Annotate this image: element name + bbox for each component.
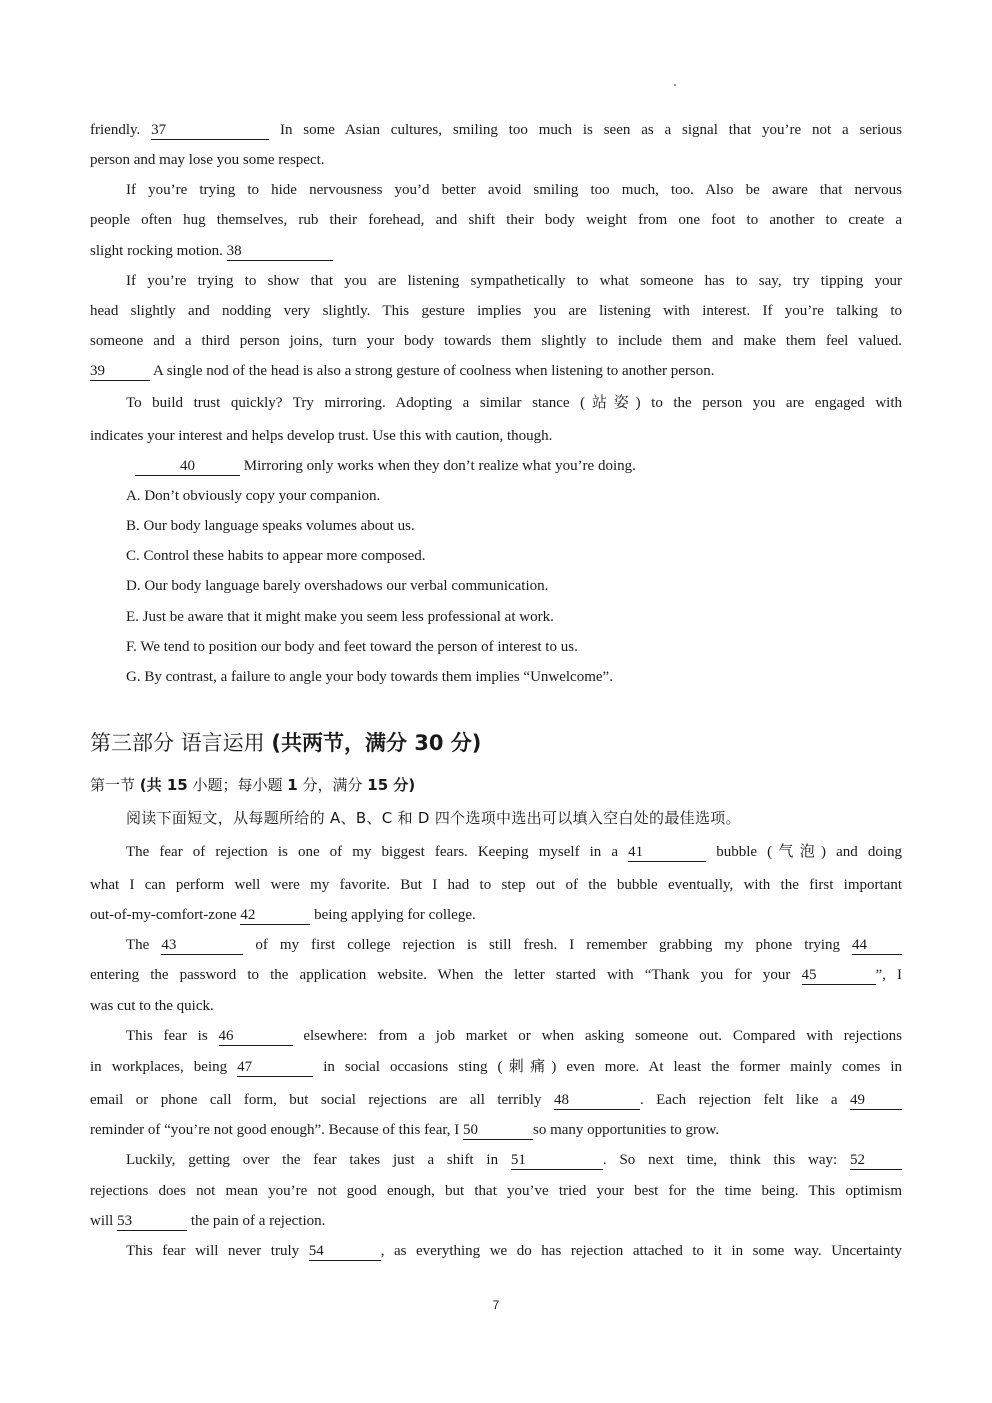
- text-line: 39 A single nod of the head is also a strong gesture of coolness when listening to another person.: [90, 363, 715, 379]
- text-line: someone and a third person joins, turn your body towards them slightly to include them and make them feel valued.: [90, 333, 902, 349]
- answer-blank[interactable]: 41: [628, 844, 706, 862]
- text-line: reminder of “you’re not good enough”. Because of this fear, I 50 so many opportunities to grow.: [90, 1122, 720, 1138]
- answer-blank[interactable]: 40: [135, 458, 240, 476]
- text-line: person and may lose you some respect.: [90, 152, 325, 168]
- text-line: people often hug themselves, rub their forehead, and shift their body weight from one foot to another to create a: [90, 212, 902, 228]
- option-b: B. Our body language speaks volumes about us.: [126, 518, 415, 534]
- text-line: indicates your interest and helps develop trust. Use this with caution, though.: [90, 428, 553, 444]
- option-d: D. Our body language barely overshadows our verbal communication.: [126, 578, 549, 594]
- text-line: head slightly and nodding very slightly. This gesture implies you are listening with interest. If you’re talking to: [90, 303, 902, 319]
- text-line: rejections does not mean you’re not good enough, but that you’ve tried your best for the time being. This optimism: [90, 1183, 902, 1199]
- option-a: A. Don’t obviously copy your companion.: [126, 488, 381, 504]
- text-line: email or phone call form, but social rejections are all terribly 48 . Each rejection felt like a 49: [90, 1085, 902, 1115]
- part-heading: 第三部分 语言运用 (共两节，满分 30 分): [90, 731, 482, 755]
- text-line: This fear is 46 elsewhere: from a job market or when asking someone out. Compared with rejections: [126, 1028, 903, 1044]
- text-line: was cut to the quick.: [90, 998, 214, 1014]
- text-line: The 43 of my first college rejection is still fresh. I remember grabbing my phone trying 44: [126, 930, 902, 960]
- answer-blank[interactable]: 51: [511, 1152, 603, 1170]
- text-line: will 53 the pain of a rejection.: [90, 1213, 326, 1229]
- instruction: 阅读下面短文，从每题所给的 A、B、C 和 D 四个选项中选出可以填入空白处的最佳选项。: [126, 809, 741, 827]
- answer-blank[interactable]: 54: [309, 1243, 381, 1261]
- scan-dot: [674, 84, 676, 86]
- text-line: The fear of rejection is one of my biggest fears. Keeping myself in a 41 bubble (气泡) and doing: [126, 844, 903, 860]
- answer-blank[interactable]: 42: [240, 907, 310, 925]
- text-line: entering the password to the application website. When the letter started with “Thank you for your 45 ”, I: [90, 967, 903, 983]
- option-g: G. By contrast, a failure to angle your body towards them implies “Unwelcome”.: [126, 669, 613, 685]
- text-line: 40 Mirroring only works when they don’t realize what you’re doing.: [135, 451, 636, 481]
- answer-blank[interactable]: 37: [151, 122, 269, 140]
- answer-blank[interactable]: 45: [802, 967, 876, 985]
- text-line: in workplaces, being 47 in social occasions sting (刺痛) even more. At least the former mainly comes in: [90, 1059, 903, 1075]
- text-line: friendly. 37 In some Asian cultures, smiling too much is seen as a signal that you’re not a serious: [90, 122, 903, 138]
- answer-blank[interactable]: 53: [117, 1213, 187, 1231]
- option-e: E. Just be aware that it might make you seem less professional at work.: [126, 609, 554, 625]
- answer-blank[interactable]: 43: [161, 937, 243, 955]
- text-line: This fear will never truly 54 , as everything we do has rejection attached to it in some way. Uncertainty: [126, 1243, 902, 1259]
- text-line: If you’re trying to hide nervousness you’d better avoid smiling too much, too. Also be aware that nervous: [126, 182, 902, 198]
- answer-blank[interactable]: 46: [219, 1028, 293, 1046]
- text-line: Luckily, getting over the fear takes just a shift in 51 . So next time, think this way: 52: [126, 1145, 902, 1175]
- answer-blank[interactable]: 52: [850, 1152, 902, 1170]
- option-f: F. We tend to position our body and feet toward the person of interest to us.: [126, 639, 578, 655]
- answer-blank[interactable]: 39: [90, 363, 150, 381]
- text-line: out-of-my-comfort-zone 42 being applying for college.: [90, 907, 476, 923]
- page-number: 7: [492, 1298, 500, 1312]
- answer-blank[interactable]: 49: [850, 1092, 902, 1110]
- option-c: C. Control these habits to appear more composed.: [126, 548, 426, 564]
- text-line: what I can perform well were my favorite. But I had to step out of the bubble eventually, with the first important: [90, 877, 902, 893]
- answer-blank[interactable]: 47: [237, 1059, 313, 1077]
- section-heading: 第一节 (共 15 小题；每小题 1 分，满分 15 分): [90, 776, 416, 794]
- answer-blank[interactable]: 48: [554, 1092, 640, 1110]
- text-line: slight rocking motion. 38: [90, 236, 902, 266]
- text-line: To build trust quickly? Try mirroring. Adopting a similar stance (站姿) to the person you are engaged with: [126, 395, 902, 411]
- answer-blank[interactable]: 38: [227, 243, 333, 261]
- answer-blank[interactable]: 50: [463, 1122, 533, 1140]
- answer-blank[interactable]: 44: [852, 937, 902, 955]
- text-line: If you’re trying to show that you are listening sympathetically to what someone has to say, try tipping your: [126, 273, 902, 289]
